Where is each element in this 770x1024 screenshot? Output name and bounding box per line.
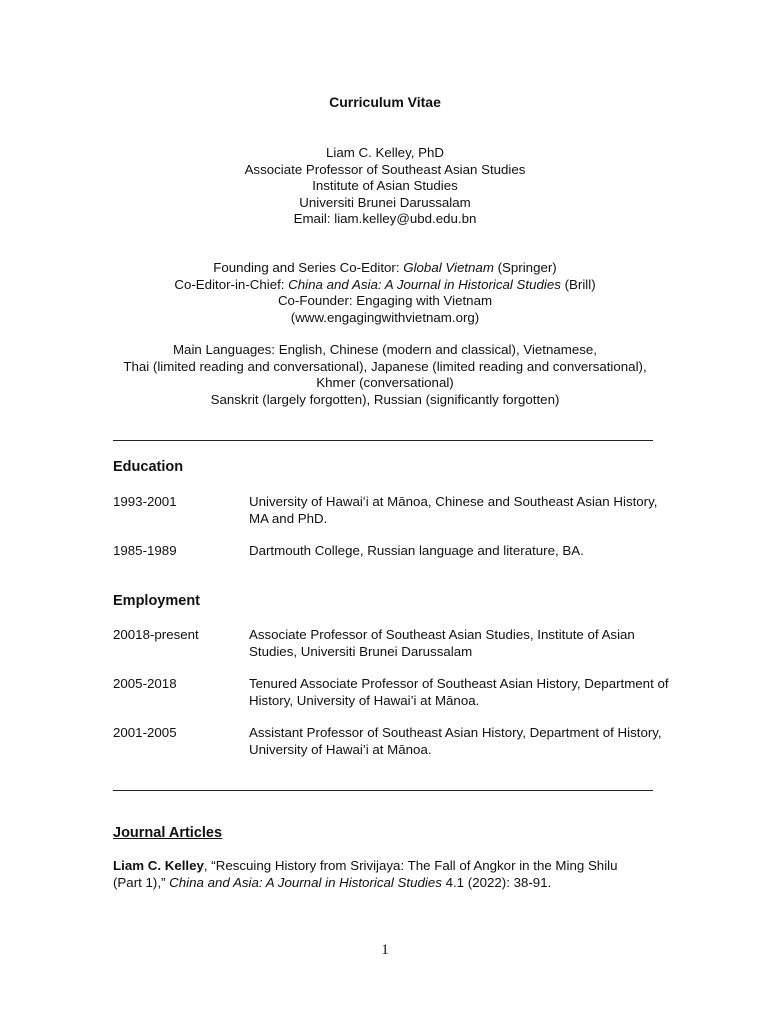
page-number: 1 (381, 942, 389, 958)
contact-name: Liam C. Kelley, PhD (326, 145, 444, 160)
entry-description: University of Hawaiʻi at Mānoa, Chinese and Southeast Asian History, MA and PhD. (249, 494, 658, 526)
divider (113, 790, 653, 791)
journal-articles-heading: Journal Articles (113, 825, 223, 841)
entry-date: 2005-2018 (113, 676, 177, 691)
role-editor-in-chief (0, 277, 770, 294)
role-chief-suffix: (Brill) (560, 276, 596, 292)
role-series-editor (0, 260, 770, 277)
role-series-editor-prefix: Founding and Series Co-Editor: (213, 260, 404, 275)
contact-position: Associate Professor of Southeast Asian Studies (244, 161, 526, 177)
education-heading: Education (113, 459, 184, 475)
role-chief-prefix: Co-Editor-in-Chief: (174, 276, 289, 292)
entry-date: 1985-1989 (113, 543, 177, 558)
contact-institute: Institute of Asian Studies (312, 178, 458, 193)
languages-block (0, 342, 770, 408)
document-title: Curriculum Vitae (329, 94, 441, 110)
article-journal: China and Asia: A Journal in Historical Studies (169, 874, 442, 890)
entry-description: Tenured Associate Professor of Southeast Asian History, Department of History, University of Hawai’i at Mānoa. (249, 676, 669, 708)
article-author: Liam C. Kelley (113, 858, 204, 873)
entry-date: 2001-2005 (113, 725, 177, 740)
entry-description: Assistant Professor of Southeast Asian History, Department of History, University of Hawai’i at Mānoa. (249, 725, 662, 757)
article-citation: 4.1 (2022): 38-91. (441, 874, 552, 890)
article-title: , “Rescuing History from Srivijaya: The Fall of Angkor in the Ming Shilu (203, 858, 618, 873)
contact-university: Universiti Brunei Darussalam (299, 194, 471, 210)
contact-email: Email: liam.kelley@ubd.edu.bn (293, 211, 477, 226)
role-chief-journal: China and Asia: A Journal in Historical Studies (288, 276, 561, 292)
article-line (113, 875, 653, 892)
employment-heading: Employment (113, 593, 201, 609)
journal-article-entry (113, 858, 653, 891)
entry-date: 20018-present (113, 627, 199, 642)
languages-line: Khmer (conversational) (316, 375, 454, 390)
entry-description: Dartmouth College, Russian language and literature, BA. (249, 543, 584, 558)
languages-line: Main Languages: English, Chinese (modern and classical), Vietnamese, (172, 342, 597, 357)
languages-line: Thai (limited reading and conversational), Japanese (limited reading and conversational), (123, 358, 647, 374)
roles-block (0, 260, 770, 326)
role-co-founder: Co-Founder: Engaging with Vietnam (277, 293, 493, 308)
languages-line: Sanskrit (largely forgotten), Russian (significantly forgotten) (210, 391, 560, 407)
role-series-title: Global Vietnam (403, 260, 494, 275)
article-title-cont: (Part 1),” (113, 874, 170, 890)
divider (113, 440, 653, 441)
entry-date: 1993-2001 (113, 494, 177, 509)
role-website: (www.engagingwithvietnam.org) (290, 309, 480, 325)
article-line (113, 858, 653, 875)
role-series-editor-suffix: (Springer) (493, 260, 557, 275)
contact-block (0, 145, 770, 228)
entry-description: Associate Professor of Southeast Asian Studies, Institute of Asian Studies, Universiti Brunei Darussalam (249, 627, 635, 659)
